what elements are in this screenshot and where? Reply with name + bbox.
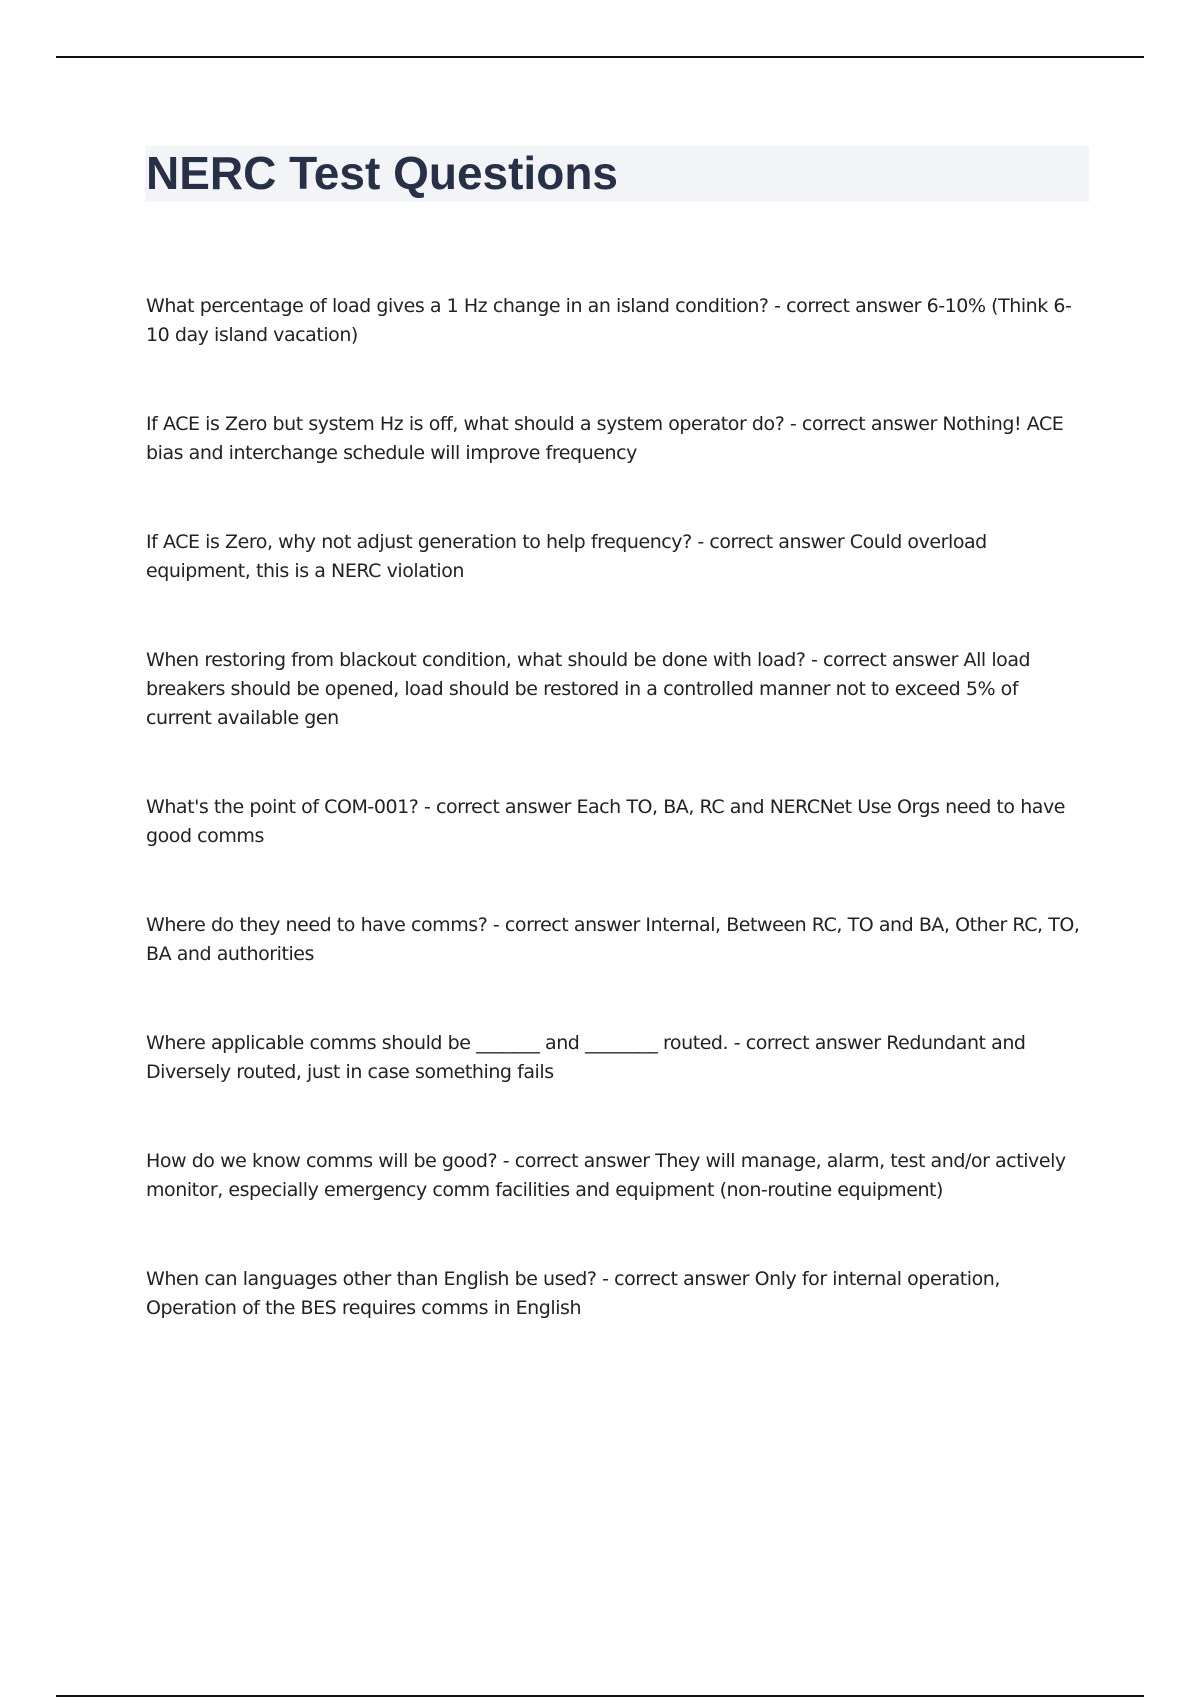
question-list	[146, 292, 1086, 1383]
question-item: How do we know comms will be good? - correct answer They will manage, alarm, test and/or actively monitor, especially emergency comm facilities and equipment (non-routine equipment)	[146, 1150, 1066, 1201]
question-item: Where applicable comms should be _______ and ________ routed. - correct answer Redundant and Diversely routed, just in case something fails	[146, 1032, 1026, 1083]
page-title: NERC Test Questions	[146, 147, 618, 199]
question-item: If ACE is Zero but system Hz is off, what should a system operator do? - correct answer Nothing! ACE bias and interchange schedule will improve frequency	[146, 413, 1064, 464]
question-item: What's the point of COM-001? - correct answer Each TO, BA, RC and NERCNet Use Orgs need to have good comms	[146, 796, 1066, 847]
question-item: Where do they need to have comms? - correct answer Internal, Between RC, TO and BA, Other RC, TO, BA and authorities	[146, 914, 1080, 965]
header-rule	[56, 56, 1144, 58]
question-item: When restoring from blackout condition, what should be done with load? - correct answer All load breakers should be opened, load should be restored in a controlled manner not to exceed 5% of current available gen	[146, 649, 1031, 729]
question-item: When can languages other than English be used? - correct answer Only for internal operation, Operation of the BES requires comms in English	[146, 1268, 1000, 1319]
question-item: What percentage of load gives a 1 Hz change in an island condition? - correct answer 6-10% (Think 6-10 day island vacation)	[146, 295, 1072, 346]
question-item: If ACE is Zero, why not adjust generation to help frequency? - correct answer Could overload equipment, this is a NERC violation	[146, 531, 987, 582]
footer-rule	[56, 1695, 1144, 1697]
